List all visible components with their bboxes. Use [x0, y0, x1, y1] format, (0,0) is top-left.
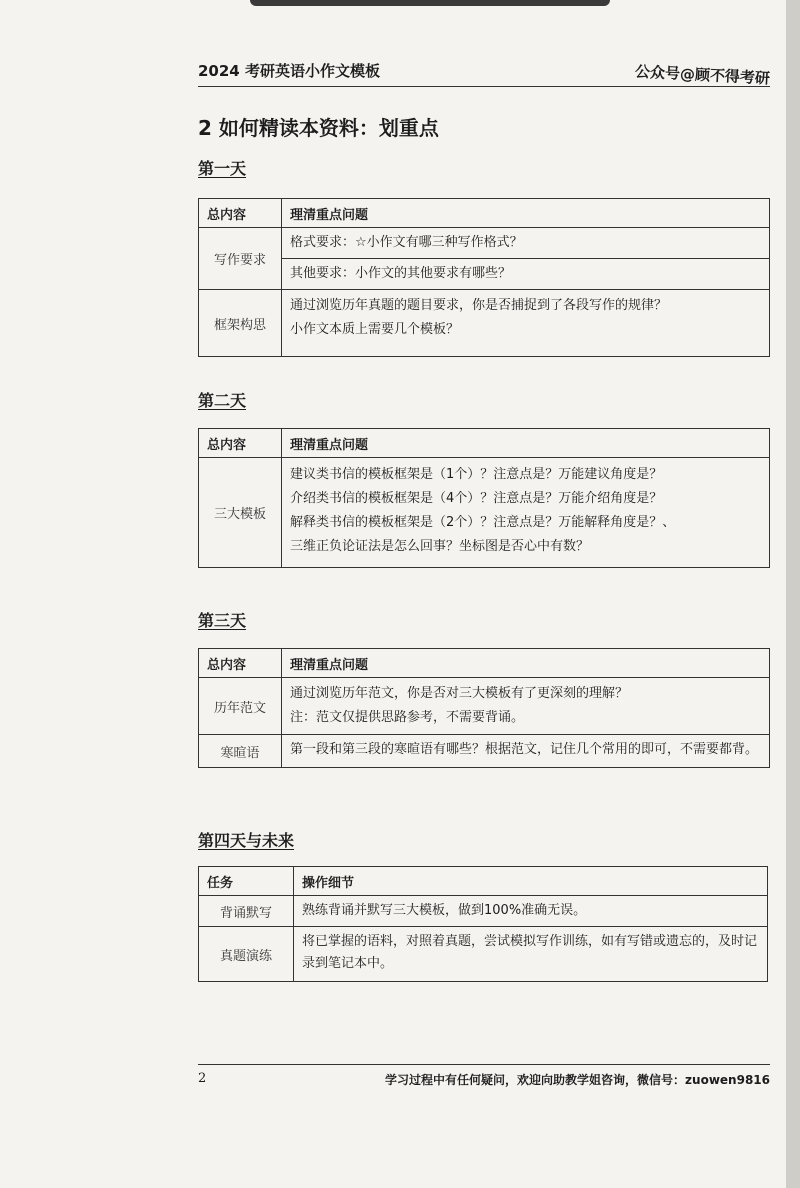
table-cell: 第一段和第三段的寒暄语有哪些？根据范文，记住几个常用的即可，不需要都背。 — [282, 735, 770, 768]
day4-title: 第四天与未来 — [198, 831, 295, 850]
table-row — [199, 458, 770, 568]
table-row — [199, 259, 770, 290]
table-row — [199, 678, 770, 735]
page-header — [198, 56, 770, 87]
page-edge — [786, 0, 800, 1188]
table-cell — [282, 290, 770, 357]
table-header-row — [199, 867, 768, 896]
table-cat-cell: 寒暄语 — [199, 735, 282, 768]
header-title: 2024 考研英语小作文模板 — [198, 62, 380, 80]
table-header-col2: 理清重点问题 — [282, 199, 770, 228]
table-header-col1: 总内容 — [199, 199, 282, 228]
table-cat-cell: 真题演练 — [199, 927, 294, 982]
day3-table — [198, 648, 770, 768]
cell-line: 通过浏览历年范文，你是否对三大模板有了更深刻的理解？ — [290, 686, 629, 701]
day4-table — [198, 866, 768, 982]
page-top-shadow — [250, 0, 610, 6]
table-header-col1: 总内容 — [199, 649, 282, 678]
cell-line: 通过浏览历年真题的题目要求，你是否捕捉到了各段写作的规律？ — [290, 298, 668, 313]
table-cell: 其他要求：小作文的其他要求有哪些？ — [282, 259, 770, 290]
table-header-row — [199, 429, 770, 458]
table-cat-cell: 背诵默写 — [199, 896, 294, 927]
table-row — [199, 228, 770, 259]
cell-line: 建议类书信的模板框架是（1个）？注意点是？万能建议角度是？ — [290, 467, 663, 482]
table-cell: 熟练背诵并默写三大模板，做到100%准确无误。 — [294, 896, 768, 927]
table-row — [199, 927, 768, 982]
cell-line: 介绍类书信的模板框架是（4个）？注意点是？万能介绍角度是？ — [290, 491, 663, 506]
footer-note: 学习过程中有任何疑问，欢迎向助教学姐咨询，微信号：zuowen9816 — [385, 1073, 770, 1087]
table-row — [199, 290, 770, 357]
day1-table — [198, 198, 770, 357]
page-number: 2 — [198, 1071, 207, 1086]
table-cell: 格式要求：☆小作文有哪三种写作格式？ — [282, 228, 770, 259]
table-header-col2: 理清重点问题 — [282, 649, 770, 678]
table-cat-cell: 写作要求 — [199, 228, 282, 290]
section-title: 2 如何精读本资料：划重点 — [198, 116, 439, 140]
table-cat-cell: 框架构思 — [199, 290, 282, 357]
cell-line: 小作文本质上需要几个模板？ — [290, 322, 460, 337]
table-cat-cell: 历年范文 — [199, 678, 282, 735]
day1-title: 第一天 — [198, 159, 247, 178]
header-account: 公众号@顾不得考研 — [634, 62, 771, 88]
cell-line: 三维正负论证法是怎么回事？坐标图是否心中有数？ — [290, 539, 590, 554]
table-row — [199, 896, 768, 927]
day3-title: 第三天 — [198, 611, 247, 630]
table-header-col2: 操作细节 — [294, 867, 768, 896]
table-header-col1: 总内容 — [199, 429, 282, 458]
table-cell: 将已掌握的语料，对照着真题，尝试模拟写作训练，如有写错或遗忘的，及时记录到笔记本中。 — [294, 927, 768, 982]
table-cell — [282, 678, 770, 735]
table-header-col1: 任务 — [199, 867, 294, 896]
cell-line: 解释类书信的模板框架是（2个）？注意点是？万能解释角度是？、 — [290, 515, 676, 530]
table-header-row — [199, 199, 770, 228]
table-header-col2: 理清重点问题 — [282, 429, 770, 458]
table-cell — [282, 458, 770, 568]
table-header-row — [199, 649, 770, 678]
table-cat-cell: 三大模板 — [199, 458, 282, 568]
cell-line: 注：范文仅提供思路参考，不需要背诵。 — [290, 710, 525, 725]
page-footer — [198, 1064, 770, 1089]
day2-table — [198, 428, 770, 568]
day2-title: 第二天 — [198, 391, 247, 410]
table-row — [199, 735, 770, 768]
